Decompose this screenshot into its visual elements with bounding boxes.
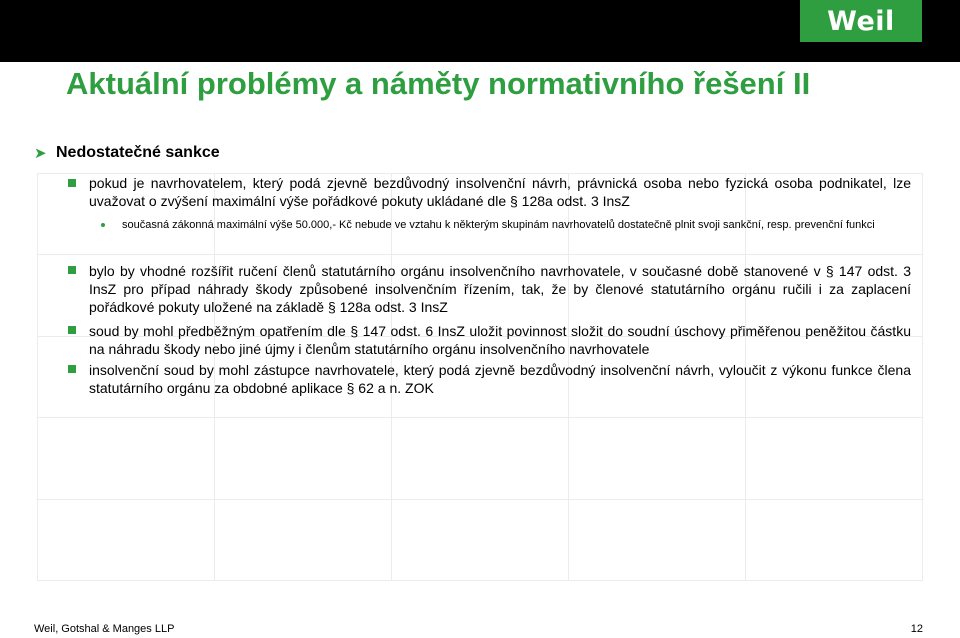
list-item: insolvenční soud by mohl zástupce navrhovatele, který podá zjevně bezdůvodný insolvenční návrh, vyloučit z výkonu funkce člena statutárního orgánu za obdobné aplikace § 62 a n. ZOK (89, 362, 911, 396)
footer-company: Weil, Gotshal & Manges LLP (34, 623, 175, 635)
list-item: bylo by vhodné rozšířit ručení členů statutárního orgánu insolvenčního navrhovatele, v současné době stanovené v § 147 odst. 3 InsZ pro případ náhrady škody způsobené insolvenčním řízením, tak, že by členové statutárního orgánu ručili i za zaplacení pořádkové pokuty uložené na základě § 128a odst. 3 InsZ (89, 263, 911, 315)
square-bullet-icon (68, 266, 76, 274)
dot-bullet-icon (101, 223, 105, 227)
list-item: pokud je navrhovatelem, který podá zjevně bezdůvodný insolvenční návrh, právnická osoba nebo fyzická osoba podnikatel, lze uvažovat o zvýšení maximální výše pořádkové pokuty ukládané dle § 128a odst. 3 InsZ (89, 175, 911, 209)
page-number: 12 (910, 623, 923, 635)
square-bullet-icon (68, 179, 76, 187)
chevron-right-icon: ➤ (34, 144, 47, 162)
list-item: současná zákonná maximální výše 50.000,- Kč nebude ve vztahu k některým skupinám navrhovatelů dostatečně plnit svoji sankční, resp. prevenční funkci (122, 219, 875, 231)
square-bullet-icon (68, 326, 76, 334)
section-label: Nedostatečné sankce (56, 144, 220, 161)
section-heading (34, 144, 220, 162)
slide-title: Aktuální problémy a náměty normativního řešení II (66, 66, 811, 101)
square-bullet-icon (68, 365, 76, 373)
top-bar (0, 0, 960, 62)
list-item: soud by mohl předběžným opatřením dle § 147 odst. 6 InsZ uložit povinnost složit do soudní úschovy přiměřenou peněžitou částku na náhradu škody nebo jiné újmy i členům statutárního orgánu insolvenčního navrhovatele (89, 323, 911, 357)
weil-logo: Weil (800, 0, 922, 42)
